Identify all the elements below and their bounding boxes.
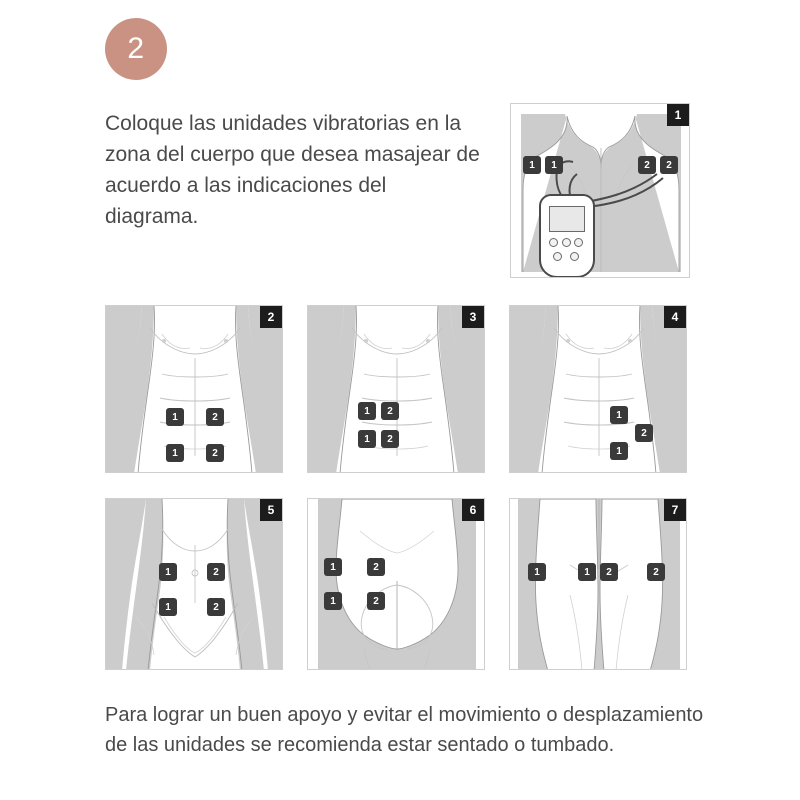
lower-abdomen-illustration <box>106 499 283 670</box>
pad-marker: 2 <box>367 558 385 576</box>
pad-marker: 2 <box>381 402 399 420</box>
pad-marker: 2 <box>635 424 653 442</box>
pad-marker: 1 <box>358 430 376 448</box>
pad-marker: 2 <box>660 156 678 174</box>
diagram-panel-3 <box>307 305 485 473</box>
abdomen-illustration <box>106 306 283 473</box>
device-button-4 <box>553 252 562 261</box>
panel-number: 3 <box>462 306 484 328</box>
pad-marker: 1 <box>166 408 184 426</box>
pad-marker: 1 <box>610 406 628 424</box>
pad-marker: 1 <box>610 442 628 460</box>
diagram-panel-1 <box>510 103 690 278</box>
intro-paragraph: Coloque las unidades vibratorias en la zona del cuerpo que desea masajear de acuerdo a las indicaciones del diagrama. <box>105 112 480 228</box>
pad-marker: 1 <box>159 563 177 581</box>
pad-marker: 1 <box>578 563 596 581</box>
step-number-label: 2 <box>127 32 145 65</box>
upper-back-illustration <box>511 104 690 278</box>
closing-paragraph: Para lograr un buen apoyo y evitar el movimiento o desplazamiento de las unidades se recomienda estar sentado o tumbado. <box>105 704 704 756</box>
thighs-illustration <box>510 499 687 670</box>
panel-number: 6 <box>462 499 484 521</box>
device-button-row-top <box>549 238 583 247</box>
pad-marker: 2 <box>206 408 224 426</box>
pad-marker: 2 <box>367 592 385 610</box>
diagram-panel-7 <box>509 498 687 670</box>
step-number-badge <box>105 18 167 80</box>
pad-marker: 2 <box>206 444 224 462</box>
device-screen <box>549 206 585 232</box>
pad-marker: 1 <box>159 598 177 616</box>
pad-marker: 1 <box>166 444 184 462</box>
panel-number: 7 <box>664 499 686 521</box>
pad-marker: 2 <box>207 563 225 581</box>
panel-number: 1 <box>667 104 689 126</box>
diagram-panel-2 <box>105 305 283 473</box>
device-button-3 <box>574 238 583 247</box>
diagram-panel-4 <box>509 305 687 473</box>
diagram-panel-6 <box>307 498 485 670</box>
pad-marker: 1 <box>324 558 342 576</box>
pad-marker: 2 <box>647 563 665 581</box>
device-button-1 <box>549 238 558 247</box>
panel-number: 4 <box>664 306 686 328</box>
pad-marker: 2 <box>207 598 225 616</box>
buttocks-illustration <box>308 499 485 670</box>
diagram-panel-5 <box>105 498 283 670</box>
device-button-row-bottom <box>553 252 579 261</box>
pad-marker: 1 <box>545 156 563 174</box>
pad-marker: 2 <box>638 156 656 174</box>
pad-marker: 1 <box>324 592 342 610</box>
panel-number: 2 <box>260 306 282 328</box>
pad-marker: 2 <box>600 563 618 581</box>
device-button-5 <box>570 252 579 261</box>
pad-marker: 1 <box>523 156 541 174</box>
abdomen-illustration <box>510 306 687 473</box>
panel-number: 5 <box>260 499 282 521</box>
pad-marker: 1 <box>358 402 376 420</box>
device-button-2 <box>562 238 571 247</box>
pad-marker: 1 <box>528 563 546 581</box>
control-unit-device <box>539 194 595 278</box>
pad-marker: 2 <box>381 430 399 448</box>
